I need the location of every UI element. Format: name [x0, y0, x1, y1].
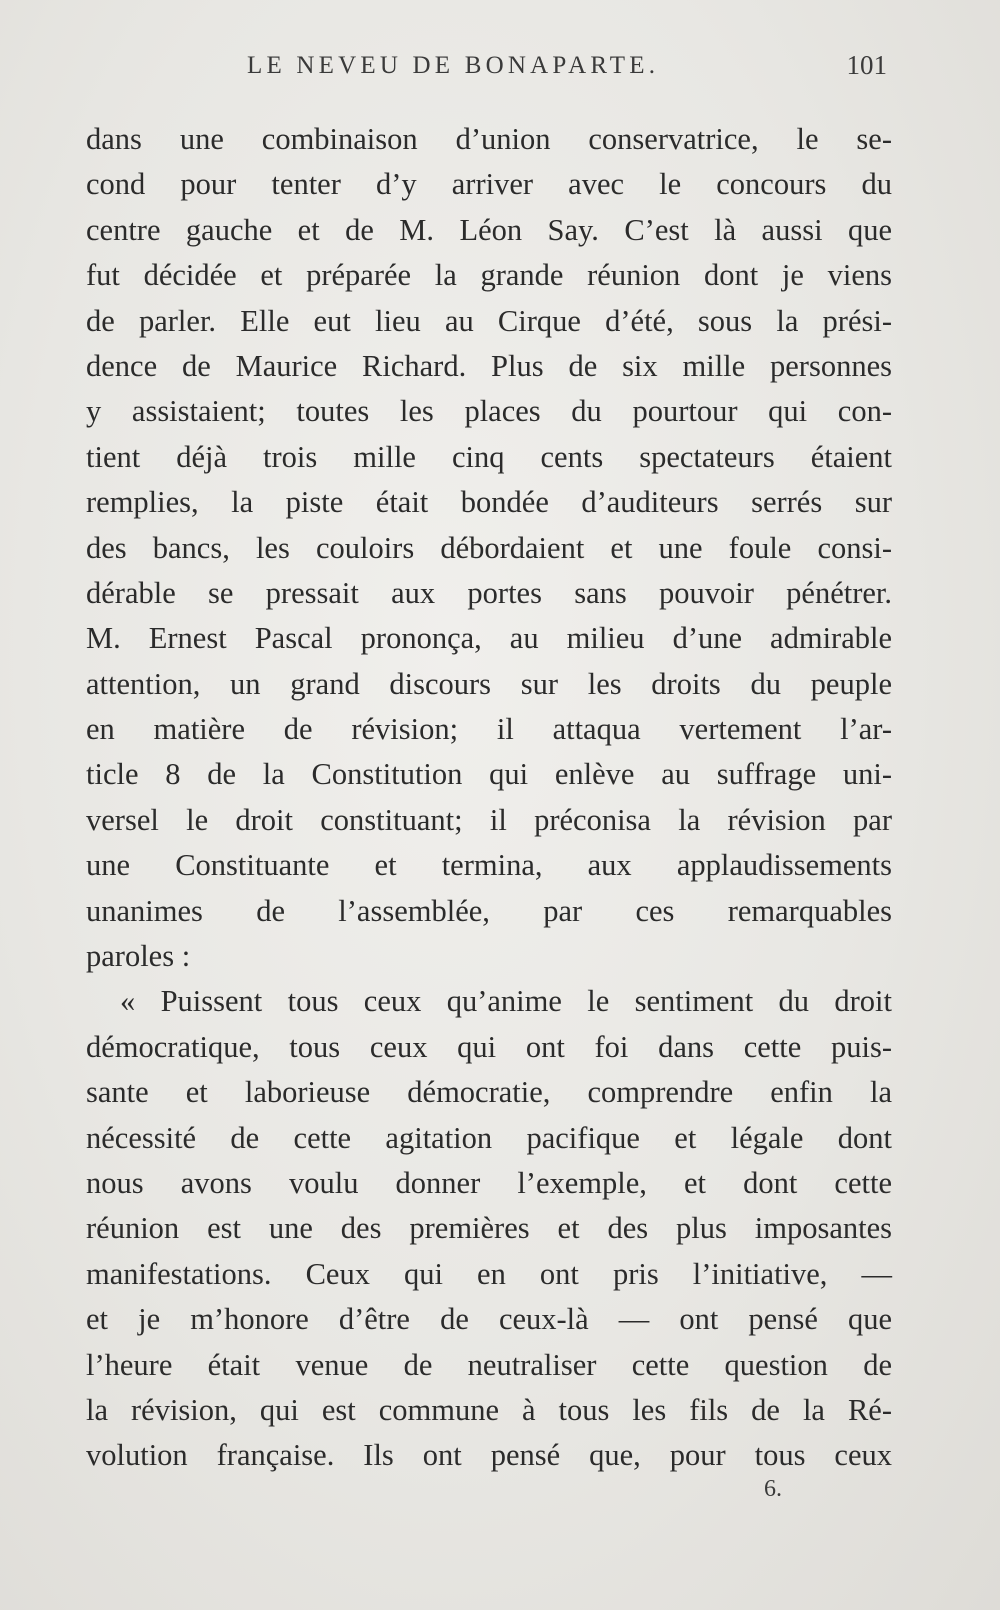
- page-header: [247, 52, 887, 92]
- text-line: ticle 8 de la Constitution qui enlève au suffrage uni-: [86, 757, 892, 792]
- text-line: attention, un grand discours sur les droits du peuple: [86, 666, 892, 701]
- text-line: de parler. Elle eut lieu au Cirque d’été, sous la prési-: [86, 303, 892, 338]
- text-line: réunion est une des premières et des plus imposantes: [86, 1211, 892, 1246]
- text-line: remplies, la piste était bondée d’auditeurs serrés sur: [86, 485, 892, 520]
- body-text: [86, 117, 892, 1479]
- text-line: dence de Maurice Richard. Plus de six mille personnes: [86, 348, 892, 383]
- text-line: sante et laborieuse démocratie, comprendre enfin la: [86, 1075, 892, 1110]
- text-line: « Puissent tous ceux qu’anime le sentiment du droit: [120, 984, 892, 1019]
- text-line: démocratique, tous ceux qui ont foi dans cette puis-: [86, 1029, 892, 1064]
- text-line: nous avons voulu donner l’exemple, et dont cette: [86, 1165, 892, 1200]
- text-line: paroles :: [86, 939, 191, 974]
- signature-mark: 6.: [764, 1476, 782, 1502]
- text-line: fut décidée et préparée la grande réunion dont je viens: [86, 258, 892, 293]
- text-line: la révision, qui est commune à tous les fils de la Ré-: [86, 1392, 892, 1427]
- text-line: et je m’honore d’être de ceux-là — ont pensé que: [86, 1302, 892, 1337]
- text-line: tient déjà trois mille cinq cents spectateurs étaient: [86, 439, 892, 474]
- text-line: dans une combinaison d’union conservatrice, le se-: [86, 122, 892, 156]
- text-line: y assistaient; toutes les places du pourtour qui con-: [86, 394, 892, 429]
- text-line: dérable se pressait aux portes sans pouvoir pénétrer.: [86, 575, 892, 610]
- text-line: en matière de révision; il attaqua vertement l’ar-: [86, 712, 892, 747]
- text-line: centre gauche et de M. Léon Say. C’est là aussi que: [86, 212, 892, 247]
- text-line: cond pour tenter d’y arriver avec le concours du: [86, 167, 892, 202]
- text-line: versel le droit constituant; il préconisa la révision par: [86, 802, 892, 837]
- text-line: nécessité de cette agitation pacifique et légale dont: [86, 1120, 892, 1155]
- text-line: volution française. Ils ont pensé que, pour tous ceux: [86, 1438, 892, 1473]
- text-line: M. Ernest Pascal prononça, au milieu d’une admirable: [86, 621, 892, 656]
- text-line: unanimes de l’assemblée, par ces remarquables: [86, 893, 892, 928]
- text-line: une Constituante et termina, aux applaudissements: [86, 848, 892, 883]
- page-number: 101: [846, 50, 887, 80]
- text-line: l’heure était venue de neutraliser cette question de: [86, 1347, 892, 1382]
- text-line: manifestations. Ceux qui en ont pris l’initiative, —: [86, 1256, 892, 1291]
- running-title: LE NEVEU DE BONAPARTE.: [247, 52, 660, 79]
- text-line: des bancs, les couloirs débordaient et une foule consi-: [86, 530, 892, 565]
